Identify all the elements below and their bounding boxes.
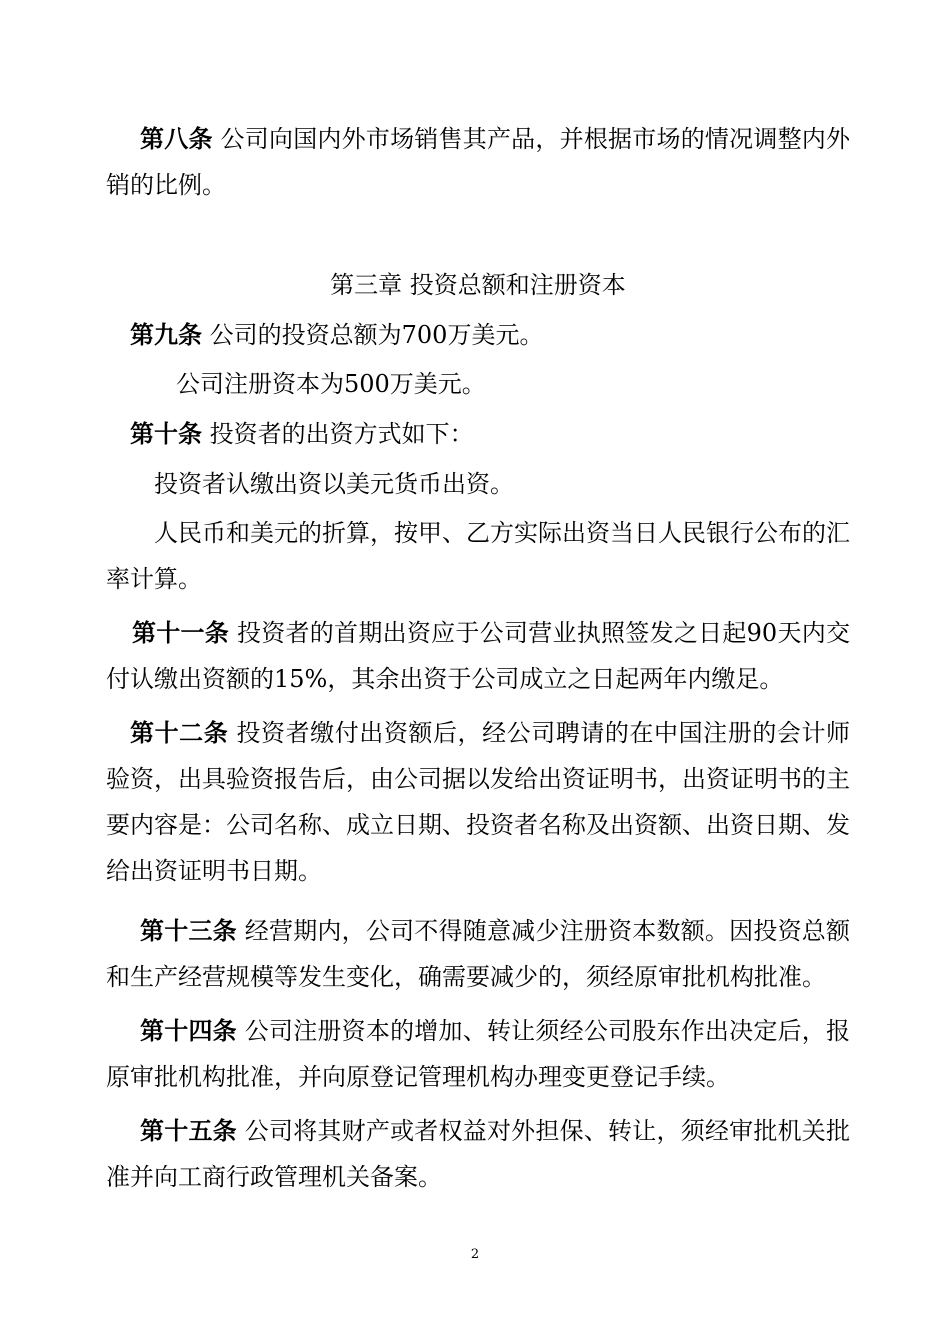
paragraph-currency (106, 461, 850, 507)
page-number: 2 (470, 1247, 480, 1262)
article-heading: 第八条 (140, 125, 213, 153)
paragraph-article-12 (106, 710, 850, 894)
paragraph-text: 投资者认缴出资以美元货币出资。 (154, 470, 514, 498)
chapter-title: 第三章 投资总额和注册资本 (330, 271, 626, 299)
paragraph-article-8 (106, 116, 850, 208)
paragraph-exchange-rate (106, 510, 850, 602)
article-heading: 第十一条 (132, 619, 230, 647)
paragraph-article-11 (106, 610, 850, 702)
article-heading: 第十条 (130, 420, 202, 448)
paragraph-article-14 (106, 1008, 850, 1100)
article-text: 投资者的首期出资应于公司营业执照签发之日起90天内交付认缴出资额的15%，其余出资于公司成立之日起两年内缴足。 (106, 619, 850, 693)
article-text: 投资者缴付出资额后，经公司聘请的在中国注册的会计师验资，出具验资报告后，由公司据以发给出资证明书，出资证明书的主要内容是：公司名称、成立日期、投资者名称及出资额、出资日期、发给出资证明书日期。 (106, 719, 851, 885)
paragraph-article-9 (106, 312, 850, 358)
paragraph-registered-capital (106, 361, 850, 407)
article-heading: 第九条 (130, 321, 202, 349)
article-heading: 第十二条 (130, 719, 229, 747)
paragraph-article-10 (106, 411, 850, 457)
article-text: 公司向国内外市场销售其产品，并根据市场的情况调整内外销的比例。 (106, 125, 851, 199)
paragraph-text: 人民币和美元的折算，按甲、乙方实际出资当日人民银行公布的汇率计算。 (106, 519, 850, 593)
article-text: 公司的投资总额为700万美元。 (209, 321, 544, 349)
paragraph-article-15 (106, 1108, 850, 1200)
article-text: 经营期内，公司不得随意减少注册资本数额。因投资总额和生产经营规模等发生变化，确需要减少的，须经原审批机构批准。 (106, 917, 851, 991)
article-heading: 第十五条 (140, 1117, 237, 1145)
article-text: 公司将其财产或者权益对外担保、转让，须经审批机关批准并向工商行政管理机关备案。 (106, 1117, 851, 1191)
article-text: 投资者的出资方式如下： (209, 420, 474, 448)
paragraph-text: 公司注册资本为500万美元。 (176, 370, 486, 398)
article-heading: 第十三条 (140, 917, 237, 945)
article-heading: 第十四条 (140, 1017, 237, 1045)
paragraph-article-13 (106, 908, 850, 1000)
article-text: 公司注册资本的增加、转让须经公司股东作出决定后，报原审批机构批准，并向原登记管理机构办理变更登记手续。 (106, 1017, 851, 1091)
